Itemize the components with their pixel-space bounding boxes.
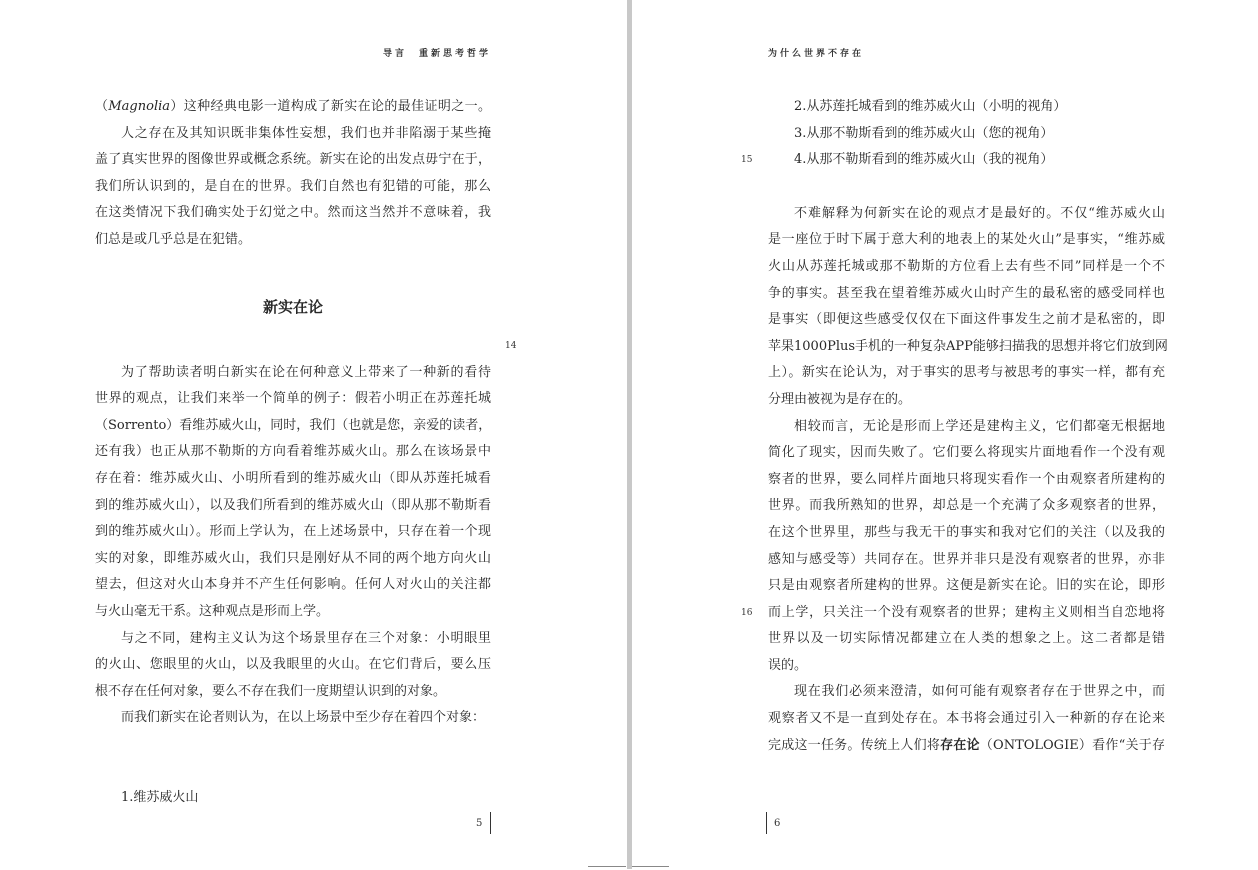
section-heading: 新实在论 bbox=[262, 297, 323, 316]
text-line: 相较而言，无论是形而上学还是建构主义，它们都毫无根据地 bbox=[794, 418, 1165, 434]
list-item: 2.从苏莲托城看到的维苏威火山（小明的视角） bbox=[794, 99, 1067, 114]
text-line: 现在我们必须来澄清，如何可能有观察者存在于世界之中，而 bbox=[794, 684, 1165, 700]
text-line: 实的对象，即维苏威火山，我们只是刚好从不同的两个地方向火山 bbox=[95, 550, 491, 566]
text-line: 世界以及一切实际情况都建立在人类的想象之上。这二者都是错 bbox=[768, 631, 1165, 647]
text-line: （Sorrento）看维苏威火山，同时，我们（也就是您，亲爱的读者， bbox=[95, 417, 492, 433]
text-line: 到的维苏威火山），以及我们所看到的维苏威火山（即从那不勒斯看 bbox=[95, 497, 491, 513]
text-line: 与之不同，建构主义认为这个场景里存在三个对象：小明眼里 bbox=[121, 630, 491, 646]
right-page bbox=[632, 0, 1258, 869]
margin-page-marker: 16 bbox=[741, 608, 753, 618]
text-line: 而上学，只关注一个没有观察者的世界；建构主义则相当自恋地将 bbox=[768, 604, 1165, 620]
running-header-right: 为什么世界不存在 bbox=[768, 49, 865, 59]
text-line: （Magnolia）这种经典电影一道构成了新实在论的最佳证明之一。 bbox=[95, 99, 491, 114]
text-line: 简化了现实，因而失败了。它们要么将现实片面地看作一个没有观 bbox=[768, 445, 1165, 461]
left-body-text bbox=[95, 94, 491, 811]
text-line: 误的。 bbox=[768, 657, 808, 673]
text-line: 们总是或几乎总是在犯错。 bbox=[95, 231, 252, 247]
page-number: 5 bbox=[476, 818, 483, 829]
text-line: 望去，但这对火山本身并不产生任何影响。任何人对火山的关注都 bbox=[95, 577, 491, 593]
text-line: 与火山毫无干系。这种观点是形而上学。 bbox=[95, 603, 330, 619]
text-line: 苹果1000Plus手机的一种复杂APP能够扫描我的思想并将它们放到网 bbox=[768, 338, 1168, 354]
text-line: 只是由观察者所建构的世界。这便是新实在论。旧的实在论，即形 bbox=[768, 578, 1165, 594]
text-line: 的火山、您眼里的火山，以及我眼里的火山。在它们背后，要么压 bbox=[95, 657, 491, 673]
text-line: 在这类情况下我们确实处于幻觉之中。然而这当然并不意味着，我 bbox=[95, 205, 491, 221]
text-line: 不难解释为何新实在论的观点才是最好的。不仅“维苏威火山 bbox=[794, 205, 1165, 221]
margin-page-marker: 15 bbox=[741, 155, 753, 165]
list-item: 3.从那不勒斯看到的维苏威火山（您的视角） bbox=[794, 125, 1054, 141]
left-page bbox=[0, 0, 627, 869]
text-line: 世界。而我所熟知的世界，却总是一个充满了众多观察者的世界， bbox=[768, 498, 1165, 514]
text-line: 分理由被视为是存在的。 bbox=[768, 391, 912, 407]
text-line: 我们所认识到的，是自在的世界。我们自然也有犯错的可能，那么 bbox=[95, 178, 491, 194]
page-number-rule bbox=[766, 812, 767, 834]
text-line: 上）。新实在论认为，对于事实的思考与被思考的事实一样，都有充 bbox=[768, 365, 1165, 381]
text-line: 完成这一任务。传统上人们将存在论（ONTOLOGIE）看作“关于存 bbox=[768, 737, 1165, 753]
text-line: 存在着：维苏威火山、小明所看到的维苏威火山（即从苏莲托城看 bbox=[95, 470, 491, 486]
list-item: 4.从那不勒斯看到的维苏威火山（我的视角） bbox=[794, 152, 1054, 168]
text-line: 察者的世界，要么同样片面地只将现实看作一个由观察者所建构的 bbox=[768, 471, 1165, 487]
text-line: 人之存在及其知识既非集体性妄想，我们也并非陷溺于某些掩 bbox=[121, 125, 491, 141]
text-line: 争的事实。甚至我在望着维苏威火山时产生的最私密的感受同样也 bbox=[768, 285, 1165, 301]
page-number-rule bbox=[490, 812, 491, 834]
text-line: 火山从苏莲托城或那不勒斯的方位看上去有些不同”同样是一个不 bbox=[768, 258, 1165, 274]
page-edge-tab bbox=[632, 866, 669, 870]
text-line: 是一座位于时下属于意大利的地表上的某处火山”是事实，“维苏威 bbox=[768, 232, 1165, 248]
emphasis-term: 存在论 bbox=[940, 737, 980, 753]
text-line: 而我们新实在论者则认为，在以上场景中至少存在着四个对象： bbox=[121, 710, 486, 726]
text-line: 为了帮助读者明白新实在论在何种意义上带来了一种新的看待 bbox=[121, 364, 491, 380]
text-line: 世界的观点，让我们来举一个简单的例子：假若小明正在苏莲托城 bbox=[95, 391, 491, 407]
text-line: 盖了真实世界的图像世界或概念系统。新实在论的出发点毋宁在于， bbox=[95, 152, 491, 168]
text-line: 感知与感受等）共同存在。世界并非只是没有观察者的世界，亦非 bbox=[768, 551, 1165, 567]
running-header-left: 导言 重新思考哲学 bbox=[382, 49, 491, 59]
text-line: 在这个世界里，那些与我无干的事实和我对它们的关注（以及我的 bbox=[768, 524, 1165, 540]
list-item: 1.维苏威火山 bbox=[121, 789, 199, 805]
right-body-text bbox=[768, 94, 1168, 759]
page-edge-tab bbox=[588, 866, 626, 870]
page-number: 6 bbox=[774, 818, 781, 829]
text-line: 观察者又不是一直到处存在。本书将会通过引入一种新的存在论来 bbox=[768, 711, 1165, 727]
text-line: 还有我）也正从那不勒斯的方向看着维苏威火山。那么在该场景中 bbox=[95, 444, 491, 460]
text-line: 根不存在任何对象，要么不存在我们一度期望认识到的对象。 bbox=[95, 683, 447, 699]
margin-page-marker: 14 bbox=[505, 341, 517, 351]
text-line: 到的维苏威火山）。形而上学认为，在上述场景中，只存在着一个现 bbox=[95, 524, 491, 540]
text-line: 是事实（即便这些感受仅仅在下面这件事发生之前才是私密的，即 bbox=[768, 312, 1165, 328]
